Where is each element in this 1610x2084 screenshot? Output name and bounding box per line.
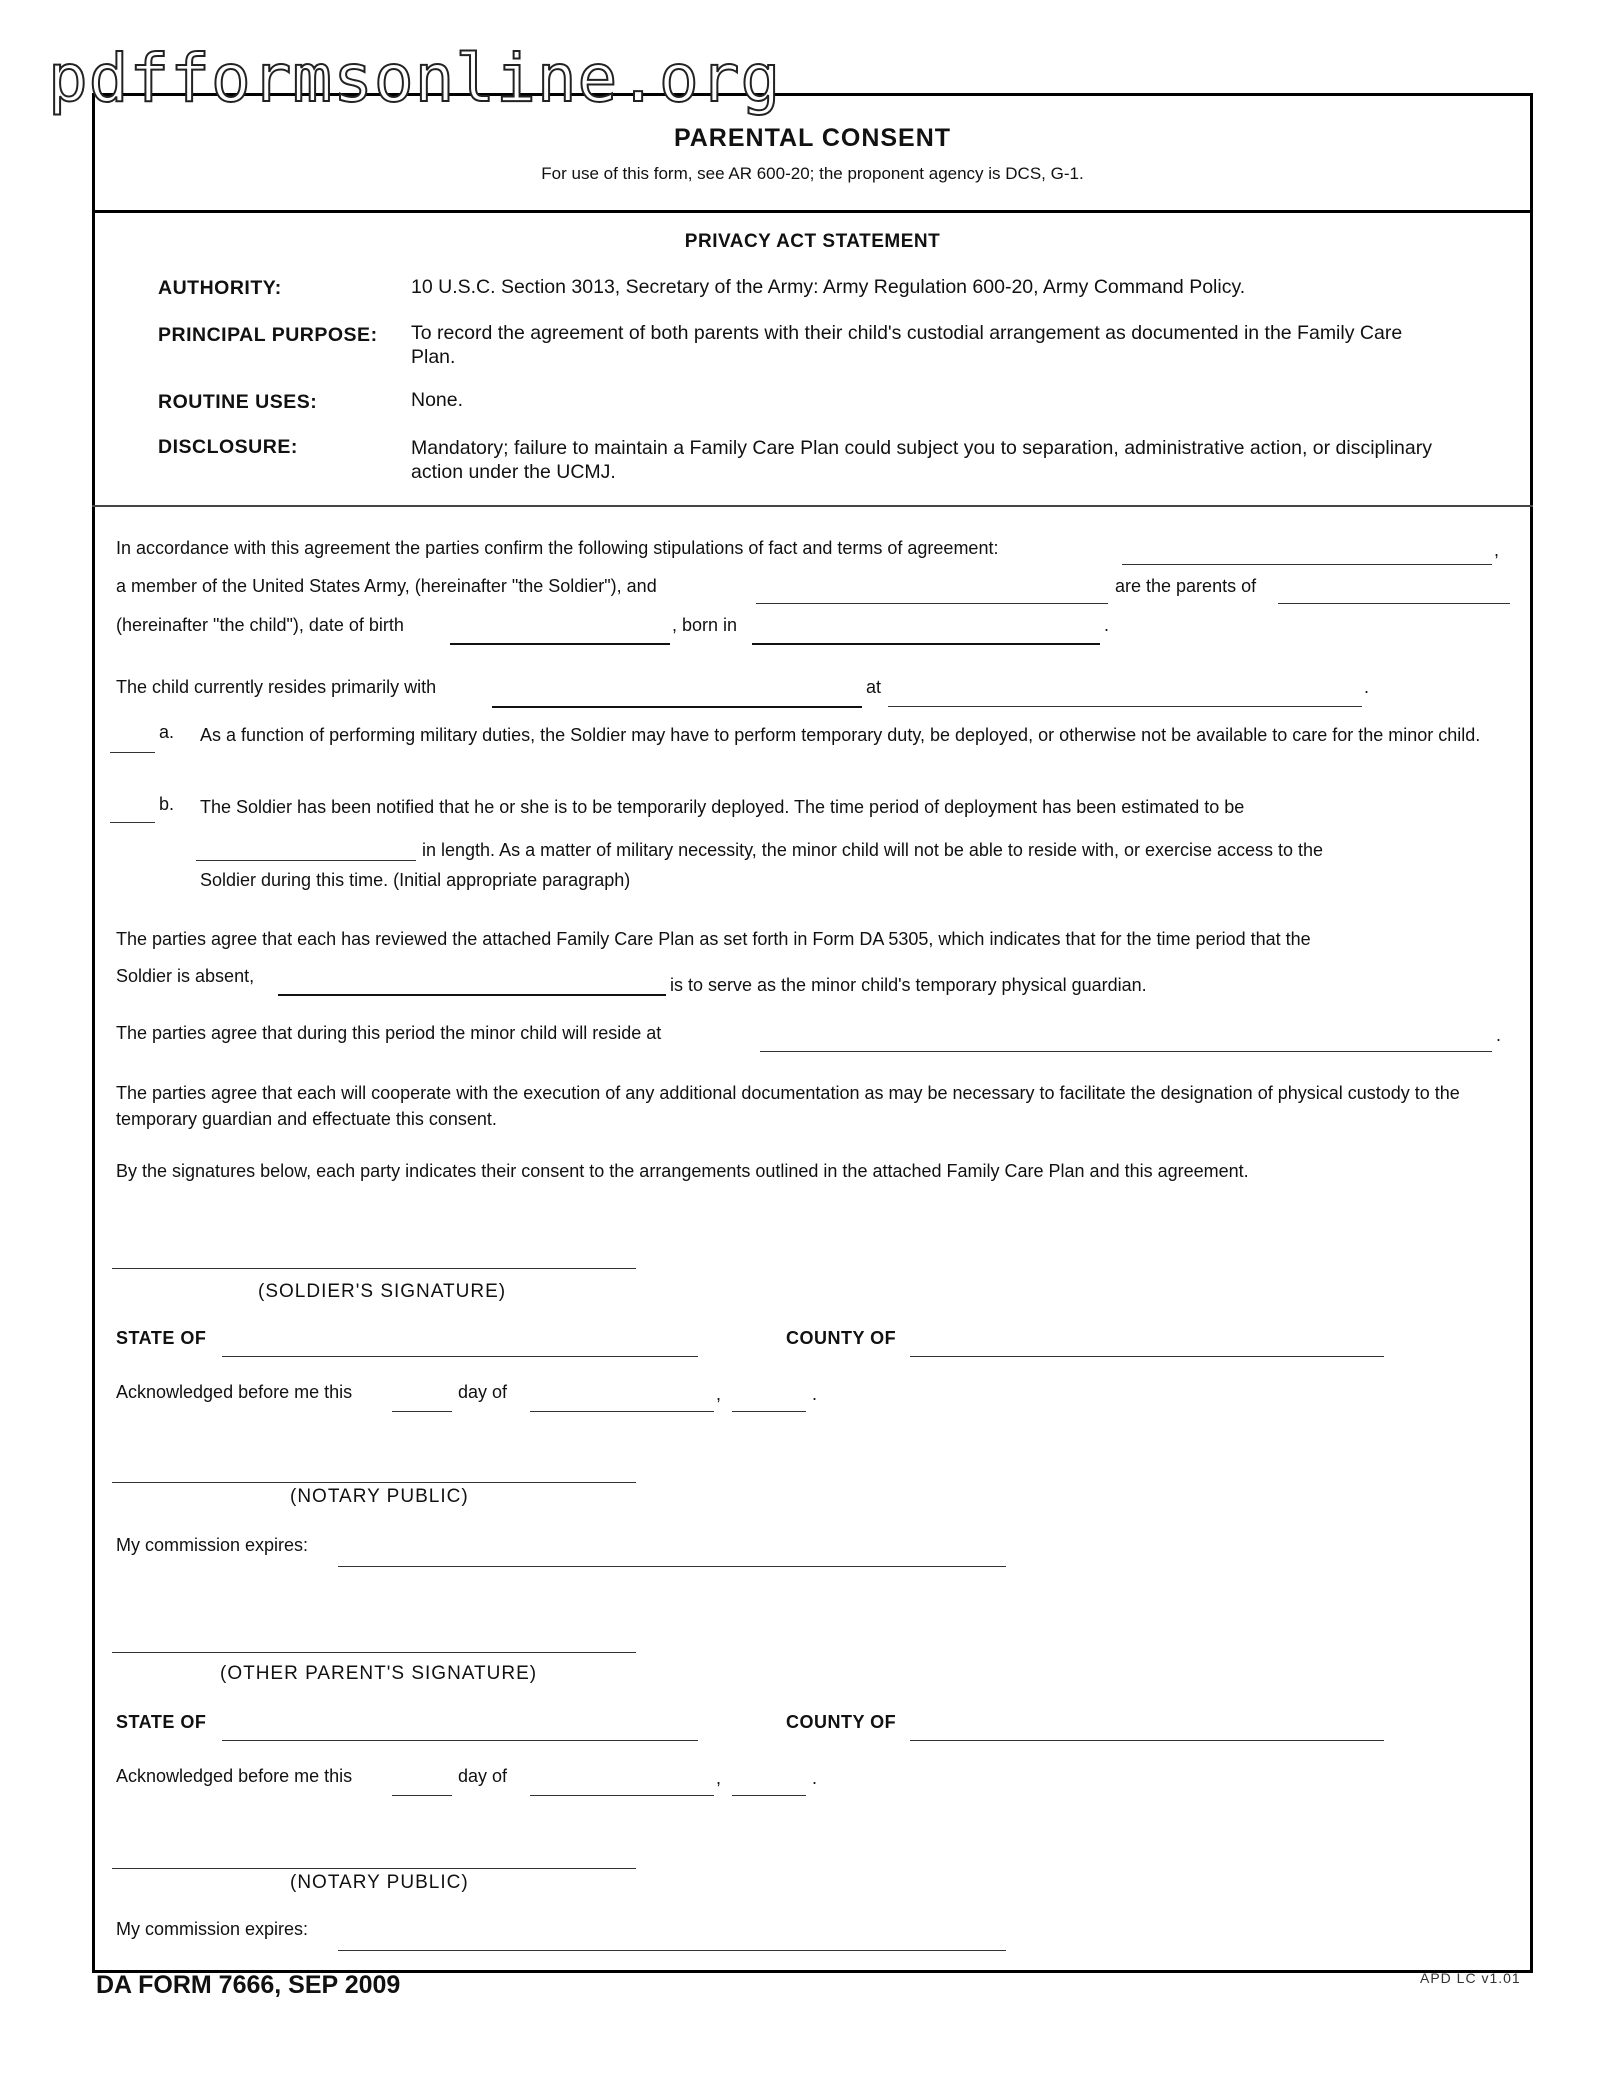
authority-label: AUTHORITY: (158, 277, 282, 299)
ack-comma-2: , (716, 1768, 722, 1788)
state-field-2[interactable] (222, 1740, 698, 1741)
review-guardian-text: is to serve as the minor child's temporary physical guardian. (670, 975, 1147, 995)
child-dob-field[interactable] (450, 643, 670, 645)
ack-day-field-2[interactable] (392, 1795, 452, 1796)
notary-caption-2: (NOTARY PUBLIC) (290, 1872, 469, 1893)
purpose-label: PRINCIPAL PURPOSE: (158, 324, 378, 346)
ack-period-2: . (812, 1768, 818, 1788)
notary-signature-field-1[interactable] (112, 1482, 636, 1483)
soldier-signature-caption: (SOLDIER'S SIGNATURE) (258, 1281, 507, 1302)
review-absent-text: Soldier is absent, (116, 966, 255, 986)
county-field-1[interactable] (910, 1356, 1384, 1357)
resides-text: The child currently resides primarily with (116, 677, 437, 697)
member-text: a member of the United States Army, (hereinafter "the Soldier"), and (116, 576, 657, 596)
child-name-field[interactable] (1278, 603, 1510, 604)
intro-text: In accordance with this agreement the parties confirm the following stipulations of fact and terms of agreement: (116, 538, 999, 558)
uses-text: None. (411, 389, 464, 411)
ack-text-2: Acknowledged before me this (116, 1766, 353, 1786)
review-line1: The parties agree that each has reviewed the attached Family Care Plan as set forth in Form DA 5305, which indicates that for the time period that the (116, 929, 1311, 949)
cooperate-text: The parties agree that each will cooperate with the execution of any additional documentation as may be necessary to facilitate the designation of physical custody to the temporary guardian and effectuate this consent. (116, 1083, 1460, 1129)
form-title: PARENTAL CONSENT (673, 124, 952, 152)
ack-month-field-2[interactable] (530, 1795, 714, 1796)
notary-signature-field-2[interactable] (112, 1868, 636, 1869)
uses-label: ROUTINE USES: (158, 391, 318, 413)
ack-period-1: . (812, 1384, 818, 1404)
item-b-letter: b. (159, 794, 175, 814)
day-of-text-1: day of (458, 1382, 508, 1402)
item-b-line2: in length. As a matter of military necessity, the minor child will not be able to reside with, or exercise access to the (422, 840, 1324, 860)
initial-a-field[interactable] (110, 752, 155, 753)
site-watermark: pdfformsonline.org (48, 40, 782, 117)
ack-comma-1: , (716, 1384, 722, 1404)
commission-text-2: My commission expires: (116, 1919, 309, 1939)
item-b-line3: Soldier during this time. (Initial appropriate paragraph) (200, 870, 631, 890)
resides-with-field[interactable] (492, 706, 862, 708)
ack-year-field-2[interactable] (732, 1795, 806, 1796)
commission-field-1[interactable] (338, 1566, 1006, 1567)
county-of-label-1: COUNTY OF (786, 1328, 897, 1348)
initial-b-field[interactable] (110, 822, 155, 823)
item-a-letter: a. (159, 722, 175, 742)
intro-comma: , (1494, 540, 1500, 560)
commission-field-2[interactable] (338, 1950, 1006, 1951)
notary-caption-1: (NOTARY PUBLIC) (290, 1486, 469, 1507)
ack-text-1: Acknowledged before me this (116, 1382, 353, 1402)
soldier-signature-field[interactable] (112, 1268, 636, 1269)
county-field-2[interactable] (910, 1740, 1384, 1741)
parents-of-text: are the parents of (1115, 576, 1257, 596)
born-in-text: , born in (672, 615, 738, 635)
other-parent-signature-field[interactable] (112, 1652, 636, 1653)
birthplace-field[interactable] (752, 643, 1100, 645)
signatures-text: By the signatures below, each party indicates their consent to the arrangements outlined in the attached Family Care Plan and this agreement. (116, 1161, 1249, 1181)
item-b-line1: The Soldier has been notified that he or she is to be temporarily deployed. The time period of deployment has been estimated to be (200, 797, 1245, 817)
item-a-text: As a function of performing military duties, the Soldier may have to perform temporary duty, be deployed, or otherwise not be available to care for the minor child. (200, 725, 1481, 745)
ack-year-field-1[interactable] (732, 1411, 806, 1412)
purpose-text: To record the agreement of both parents with their child's custodial arrangement as documented in the Family Care Plan. (411, 322, 1403, 368)
form-version: APD LC v1.01 (1420, 1970, 1521, 1986)
reside-at-period: . (1496, 1025, 1502, 1045)
disclosure-text: Mandatory; failure to maintain a Family Care Plan could subject you to separation, administrative action, or disciplinary action under the UCMJ. (411, 437, 1432, 483)
deployment-length-field[interactable] (196, 860, 416, 861)
form-subtitle: For use of this form, see AR 600-20; the proponent agency is DCS, G-1. (541, 164, 1084, 183)
privacy-divider (92, 505, 1533, 507)
reside-address-field[interactable] (760, 1051, 1492, 1052)
other-parent-name-field[interactable] (756, 603, 1108, 604)
commission-text-1: My commission expires: (116, 1535, 309, 1555)
reside-at-text: The parties agree that during this period the minor child will reside at (116, 1023, 662, 1043)
other-parent-signature-caption: (OTHER PARENT'S SIGNATURE) (220, 1663, 538, 1684)
child-dob-text: (hereinafter "the child"), date of birth (116, 615, 404, 635)
authority-text: 10 U.S.C. Section 3013, Secretary of the Army: Army Regulation 600-20, Army Command Policy. (411, 276, 1246, 298)
ack-day-field-1[interactable] (392, 1411, 452, 1412)
county-of-label-2: COUNTY OF (786, 1712, 897, 1732)
header-divider (92, 210, 1533, 213)
privacy-heading: PRIVACY ACT STATEMENT (684, 231, 941, 252)
guardian-name-field[interactable] (278, 994, 666, 996)
born-in-period: . (1104, 615, 1110, 635)
resides-address-field[interactable] (888, 706, 1362, 707)
disclosure-label: DISCLOSURE: (158, 436, 298, 458)
soldier-name-field[interactable] (1122, 564, 1492, 565)
state-of-label-2: STATE OF (116, 1712, 207, 1732)
form-identifier: DA FORM 7666, SEP 2009 (96, 1971, 401, 1999)
ack-month-field-1[interactable] (530, 1411, 714, 1412)
resides-at-text: at (866, 677, 882, 697)
state-field-1[interactable] (222, 1356, 698, 1357)
day-of-text-2: day of (458, 1766, 508, 1786)
state-of-label-1: STATE OF (116, 1328, 207, 1348)
resides-period: . (1364, 677, 1370, 697)
